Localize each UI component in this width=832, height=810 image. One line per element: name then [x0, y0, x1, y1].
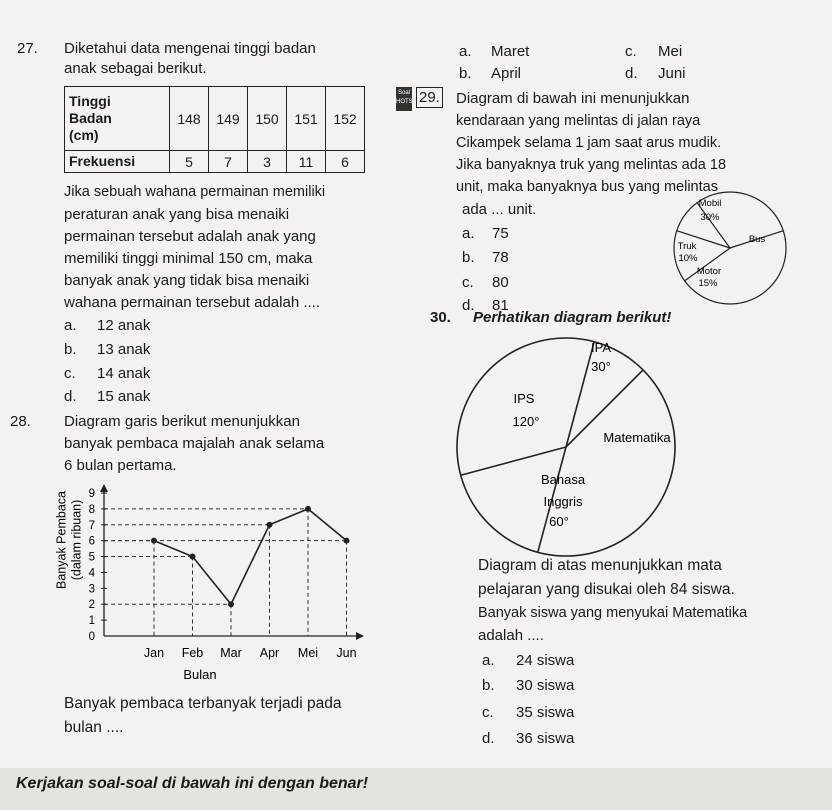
q29-stem-line: Jika banyaknya truk yang melintas ada 18	[456, 157, 727, 173]
x-axis-label: Bulan	[183, 667, 217, 682]
option-letter: d.	[625, 65, 638, 82]
data-point	[190, 554, 196, 560]
q30-number: 30.	[430, 309, 451, 326]
option-text: 13 anak	[97, 341, 151, 358]
line-chart	[50, 478, 370, 688]
x-tick-label: Mar	[220, 646, 242, 660]
pie-label-matematika: Matematika	[603, 430, 671, 445]
y-tick-label: 8	[88, 503, 95, 516]
option-letter: c.	[482, 704, 494, 721]
pie-label-motor: Motor	[696, 266, 722, 277]
q27-body-line: peraturan anak yang bisa menaiki	[64, 206, 290, 223]
pie-label-mobil: Mobil	[698, 198, 722, 209]
q27-body-line: memiliki tinggi minimal 150 cm, maka	[64, 250, 313, 267]
table-cell: 7	[209, 151, 248, 173]
q28-stem-line: banyak pembaca majalah anak selama	[64, 435, 325, 452]
q28-question-line: bulan ....	[64, 719, 124, 736]
option-letter: c.	[625, 43, 637, 60]
table-cell: 5	[170, 151, 209, 173]
subject-pie-chart	[440, 330, 700, 560]
option-letter: c.	[462, 274, 474, 291]
table-cell: 11	[287, 151, 326, 173]
hots-badge: Soal HOTS	[396, 87, 412, 111]
pie-value-ipa: 30°	[591, 359, 611, 374]
pie-label-ipa: IPA	[591, 340, 611, 355]
option-letter: b.	[482, 677, 495, 694]
table-cell: 152	[326, 87, 365, 151]
x-axis-arrow	[356, 632, 364, 640]
y-tick-label: 9	[88, 488, 95, 500]
table-cell: 151	[287, 87, 326, 151]
option-text: April	[491, 65, 522, 82]
option-letter: b.	[64, 341, 77, 358]
q27-stem-line2: anak sebagai berikut.	[64, 60, 207, 77]
option-text: 14 anak	[97, 365, 151, 382]
q29-stem-line: unit, maka banyaknya bus yang melintas	[456, 179, 718, 195]
q27-stem-line1: Diketahui data mengenai tinggi badan	[64, 40, 316, 57]
pie-label-ips: IPS	[513, 391, 535, 406]
y-axis-label-unit: (dalam ribuan)	[69, 499, 84, 581]
x-tick-label: Apr	[259, 646, 280, 660]
y-tick-label: 3	[88, 583, 95, 596]
pie-value-truk: 10%	[678, 253, 698, 264]
height-frequency-table	[64, 86, 365, 173]
pie-slice-edge	[461, 447, 566, 475]
table-cell: 150	[248, 87, 287, 151]
q30-stem-line: pelajaran yang disukai oleh 84 siswa.	[478, 581, 735, 598]
option-letter: b.	[459, 65, 472, 82]
q29-stem-line: Diagram di bawah ini menunjukkan	[456, 90, 690, 107]
q30-stem-line: Diagram di atas menunjukkan mata	[478, 557, 722, 574]
q27-body-line: Jika sebuah wahana permainan memiliki	[64, 184, 326, 200]
option-text: 24 siswa	[516, 652, 575, 669]
x-tick-label: Feb	[181, 646, 204, 660]
option-letter: a.	[482, 652, 495, 669]
data-point	[228, 601, 234, 607]
option-text: 35 siswa	[516, 704, 575, 721]
x-tick-label: Jun	[336, 646, 357, 660]
option-letter: d.	[64, 388, 77, 405]
x-ticks	[144, 646, 357, 660]
q28-stem-line: Diagram garis berikut menunjukkan	[64, 413, 300, 430]
q27-number: 27.	[17, 40, 38, 57]
option-letter: a.	[462, 225, 475, 242]
pie-label-inggris: Inggris	[543, 494, 583, 509]
y-tick-label: 6	[88, 535, 95, 548]
option-text: 75	[492, 225, 509, 242]
option-text: 80	[492, 274, 509, 291]
y-axis-arrow	[100, 484, 108, 492]
q29-number: 29.	[416, 87, 443, 108]
pie-value-mobil: 30%	[700, 212, 720, 223]
option-letter: a.	[64, 317, 77, 334]
q29-stem-line: ada ... unit.	[462, 201, 537, 218]
q29-stem-line: Cikampek selama 1 jam saat arus mudik.	[456, 135, 722, 151]
pie-slice-edge	[566, 342, 594, 447]
option-text: 15 anak	[97, 388, 151, 405]
option-text: Mei	[658, 43, 683, 60]
option-text: 81	[492, 297, 509, 314]
pie-label-bahasa: Bahasa	[540, 472, 586, 487]
q27-body-line: banyak anak yang tidak bisa menaiki	[64, 272, 310, 289]
data-point	[305, 506, 311, 512]
data-point	[151, 538, 157, 544]
table-header-frequency: Frekuensi	[65, 151, 170, 173]
q29-stem-line: kendaraan yang melintas di jalan raya	[456, 113, 701, 129]
option-text: Juni	[658, 65, 686, 82]
q27-body-line: wahana permainan tersebut adalah ....	[64, 294, 321, 311]
y-tick-label: 2	[88, 599, 95, 612]
option-text: 12 anak	[97, 317, 151, 334]
option-text: 78	[492, 249, 509, 266]
q30-stem-line: adalah ....	[478, 627, 544, 644]
table-cell: 148	[170, 87, 209, 151]
option-letter: b.	[462, 249, 475, 266]
x-tick-label: Mei	[297, 646, 319, 660]
q30-title: Perhatikan diagram berikut!	[473, 309, 672, 326]
pie-value-motor: 15%	[698, 278, 718, 289]
pie-label-truk: Truk	[677, 241, 697, 252]
pie-label-bus: Bus	[748, 234, 766, 245]
option-text: 36 siswa	[516, 730, 575, 747]
q28-stem-line: 6 bulan pertama.	[64, 457, 177, 474]
option-letter: a.	[459, 43, 472, 60]
data-point	[344, 538, 350, 544]
y-tick-label: 4	[88, 567, 95, 580]
x-tick-label: Jan	[143, 646, 165, 660]
vehicle-pie-chart	[668, 186, 798, 310]
pie-value-ips: 120°	[512, 414, 540, 429]
table-cell: 3	[248, 151, 287, 173]
q27-body-line: permainan tersebut adalah anak yang	[64, 228, 316, 245]
table-cell: 149	[209, 87, 248, 151]
table-cell: 6	[326, 151, 365, 173]
option-letter: d.	[462, 297, 475, 314]
y-tick-label: 5	[88, 551, 95, 564]
y-tick-label: 1	[88, 615, 95, 628]
q28-number: 28.	[10, 413, 31, 430]
pie-slice-edge	[697, 203, 730, 248]
data-points	[151, 506, 350, 607]
pie-value-bahasa-inggris: 60°	[549, 514, 569, 529]
y-tick-label: 7	[88, 519, 95, 532]
chart-guides	[104, 509, 347, 636]
option-text: Maret	[491, 43, 530, 60]
y-axis-label: Banyak Pembaca	[54, 491, 69, 589]
option-letter: c.	[64, 365, 76, 382]
y-tick-label: 0	[88, 631, 95, 643]
option-text: 30 siswa	[516, 677, 575, 694]
option-letter: d.	[482, 730, 495, 747]
q28-question-line: Banyak pembaca terbanyak terjadi pada	[64, 695, 342, 712]
data-point	[267, 522, 273, 528]
table-header-height: Tinggi Badan (cm)	[65, 87, 170, 151]
q30-stem-line: Banyak siswa yang menyukai Matematika	[478, 605, 748, 621]
section-instruction: Kerjakan soal-soal di bawah ini dengan benar!	[16, 775, 369, 792]
